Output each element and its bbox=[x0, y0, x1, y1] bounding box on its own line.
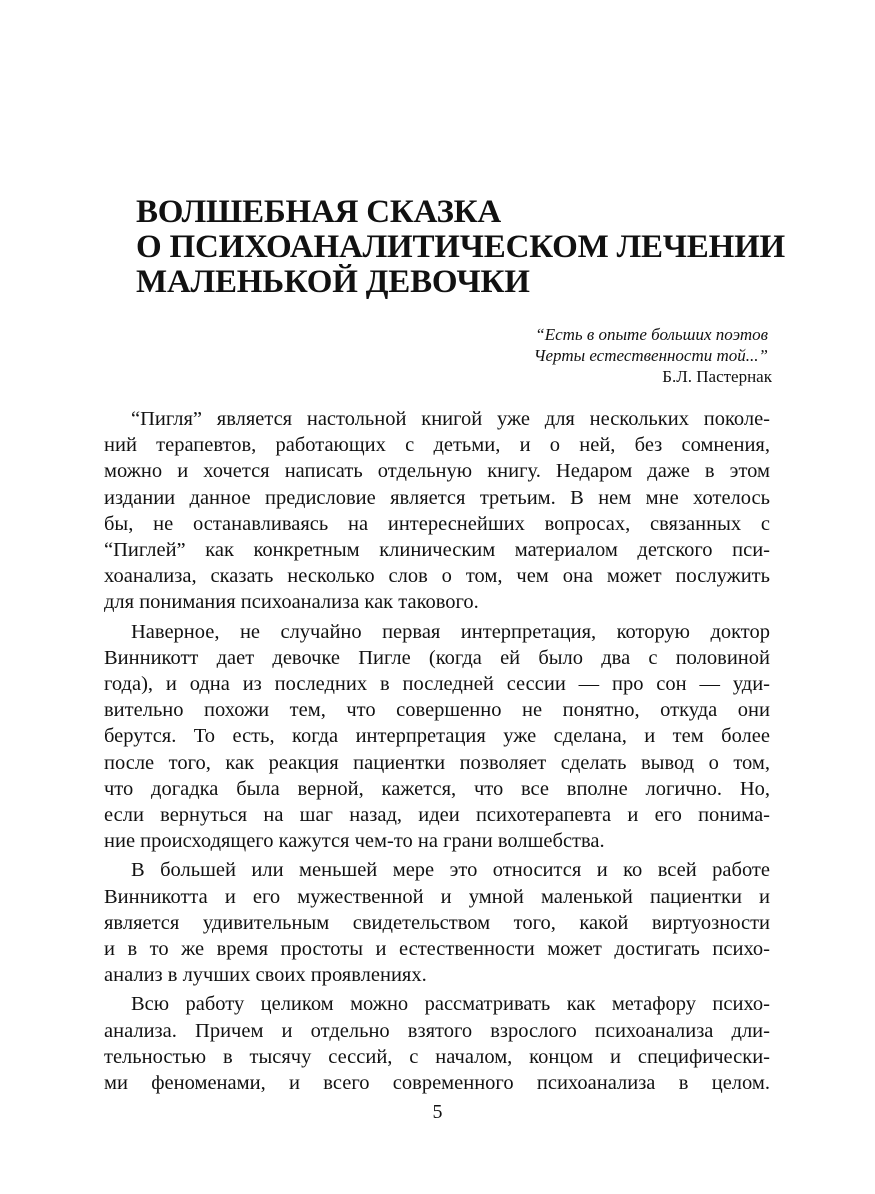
text-line: издании данное предисловие является третьим. В нем мне хотелось bbox=[104, 486, 770, 509]
chapter-title bbox=[136, 195, 796, 300]
chapter-title-line: ВОЛШЕБНАЯ СКАЗКА bbox=[136, 194, 502, 230]
text-line: для понимания психоанализа как такового. bbox=[104, 591, 479, 614]
text-line: и в то же время простоты и естественности может достигать психо- bbox=[104, 938, 770, 961]
text-line: вительно похожи тем, что совершенно не понятно, откуда они bbox=[104, 699, 770, 722]
body-text bbox=[104, 406, 770, 1096]
text-line: “Пигля” является настольной книгой уже для нескольких поколе- bbox=[131, 408, 770, 430]
text-line: хоанализа, сказать несколько слов о том, чем она может послужить bbox=[104, 565, 770, 588]
page-number: 5 bbox=[432, 1101, 443, 1123]
text-line: “Пиглей” как конкретным клиническим материалом детского пси- bbox=[104, 539, 770, 562]
text-line: после того, как реакция пациентки позволяет сделать вывод о том, bbox=[104, 751, 770, 774]
text-line: В большей или меньшей мере это относится и ко всей работе bbox=[131, 859, 770, 882]
text-line: является удивительным свидетельством того, какой виртуозности bbox=[104, 911, 770, 934]
text-line: тельностью в тысячу сессий, с началом, концом и специфически- bbox=[104, 1045, 770, 1068]
paragraph bbox=[104, 857, 770, 988]
epigraph-verse-line: “Есть в опыте больших поэтов bbox=[535, 325, 768, 344]
text-line: анализ в лучших своих проявлениях. bbox=[104, 964, 427, 987]
epigraph bbox=[412, 324, 772, 387]
text-line: Всю работу целиком можно рассматривать как метафору психо- bbox=[131, 993, 770, 1016]
paragraph bbox=[104, 406, 770, 616]
text-line: берутся. То есть, когда интерпретация уже сделана, и тем более bbox=[104, 725, 770, 748]
text-line: анализа. Причем и отдельно взятого взрослого психоанализа дли- bbox=[104, 1019, 770, 1042]
chapter-title-line: МАЛЕНЬКОЙ ДЕВОЧКИ bbox=[136, 264, 530, 300]
text-line: ми феноменами, и всего современного психоанализа в целом. bbox=[104, 1072, 770, 1095]
text-line: ние происходящего кажутся чем-то на грани волшебства. bbox=[104, 830, 605, 853]
text-line: Винникотта и его мужественной и умной маленькой пациентки и bbox=[104, 885, 770, 908]
text-line: года), и одна из последних в последней сессии — про сон — уди- bbox=[104, 673, 770, 696]
text-line: что догадка была верной, кажется, что все вполне логично. Но, bbox=[104, 777, 770, 800]
text-line: ний терапевтов, работающих с детьми, и о ней, без сомнения, bbox=[104, 434, 770, 457]
chapter-title-line: О ПСИХОАНАЛИТИЧЕСКОМ ЛЕЧЕНИИ bbox=[136, 229, 786, 265]
text-line: можно и хочется написать отдельную книгу. Недаром даже в этом bbox=[104, 460, 770, 483]
text-line: Винникотт дает девочке Пигле (когда ей было два с половиной bbox=[104, 646, 770, 669]
paragraph bbox=[104, 991, 770, 1096]
text-line: если вернуться на шаг назад, идеи психотерапевта и его понима- bbox=[104, 804, 770, 827]
epigraph-verse-line: Черты естественности той...” bbox=[533, 346, 768, 365]
text-line: бы, не останавливаясь на интереснейших вопросах, связанных с bbox=[104, 512, 770, 535]
text-line: Наверное, не случайно первая интерпретация, которую доктор bbox=[131, 620, 770, 643]
epigraph-author: Б.Л. Пастернак bbox=[662, 367, 772, 386]
paragraph bbox=[104, 619, 770, 855]
